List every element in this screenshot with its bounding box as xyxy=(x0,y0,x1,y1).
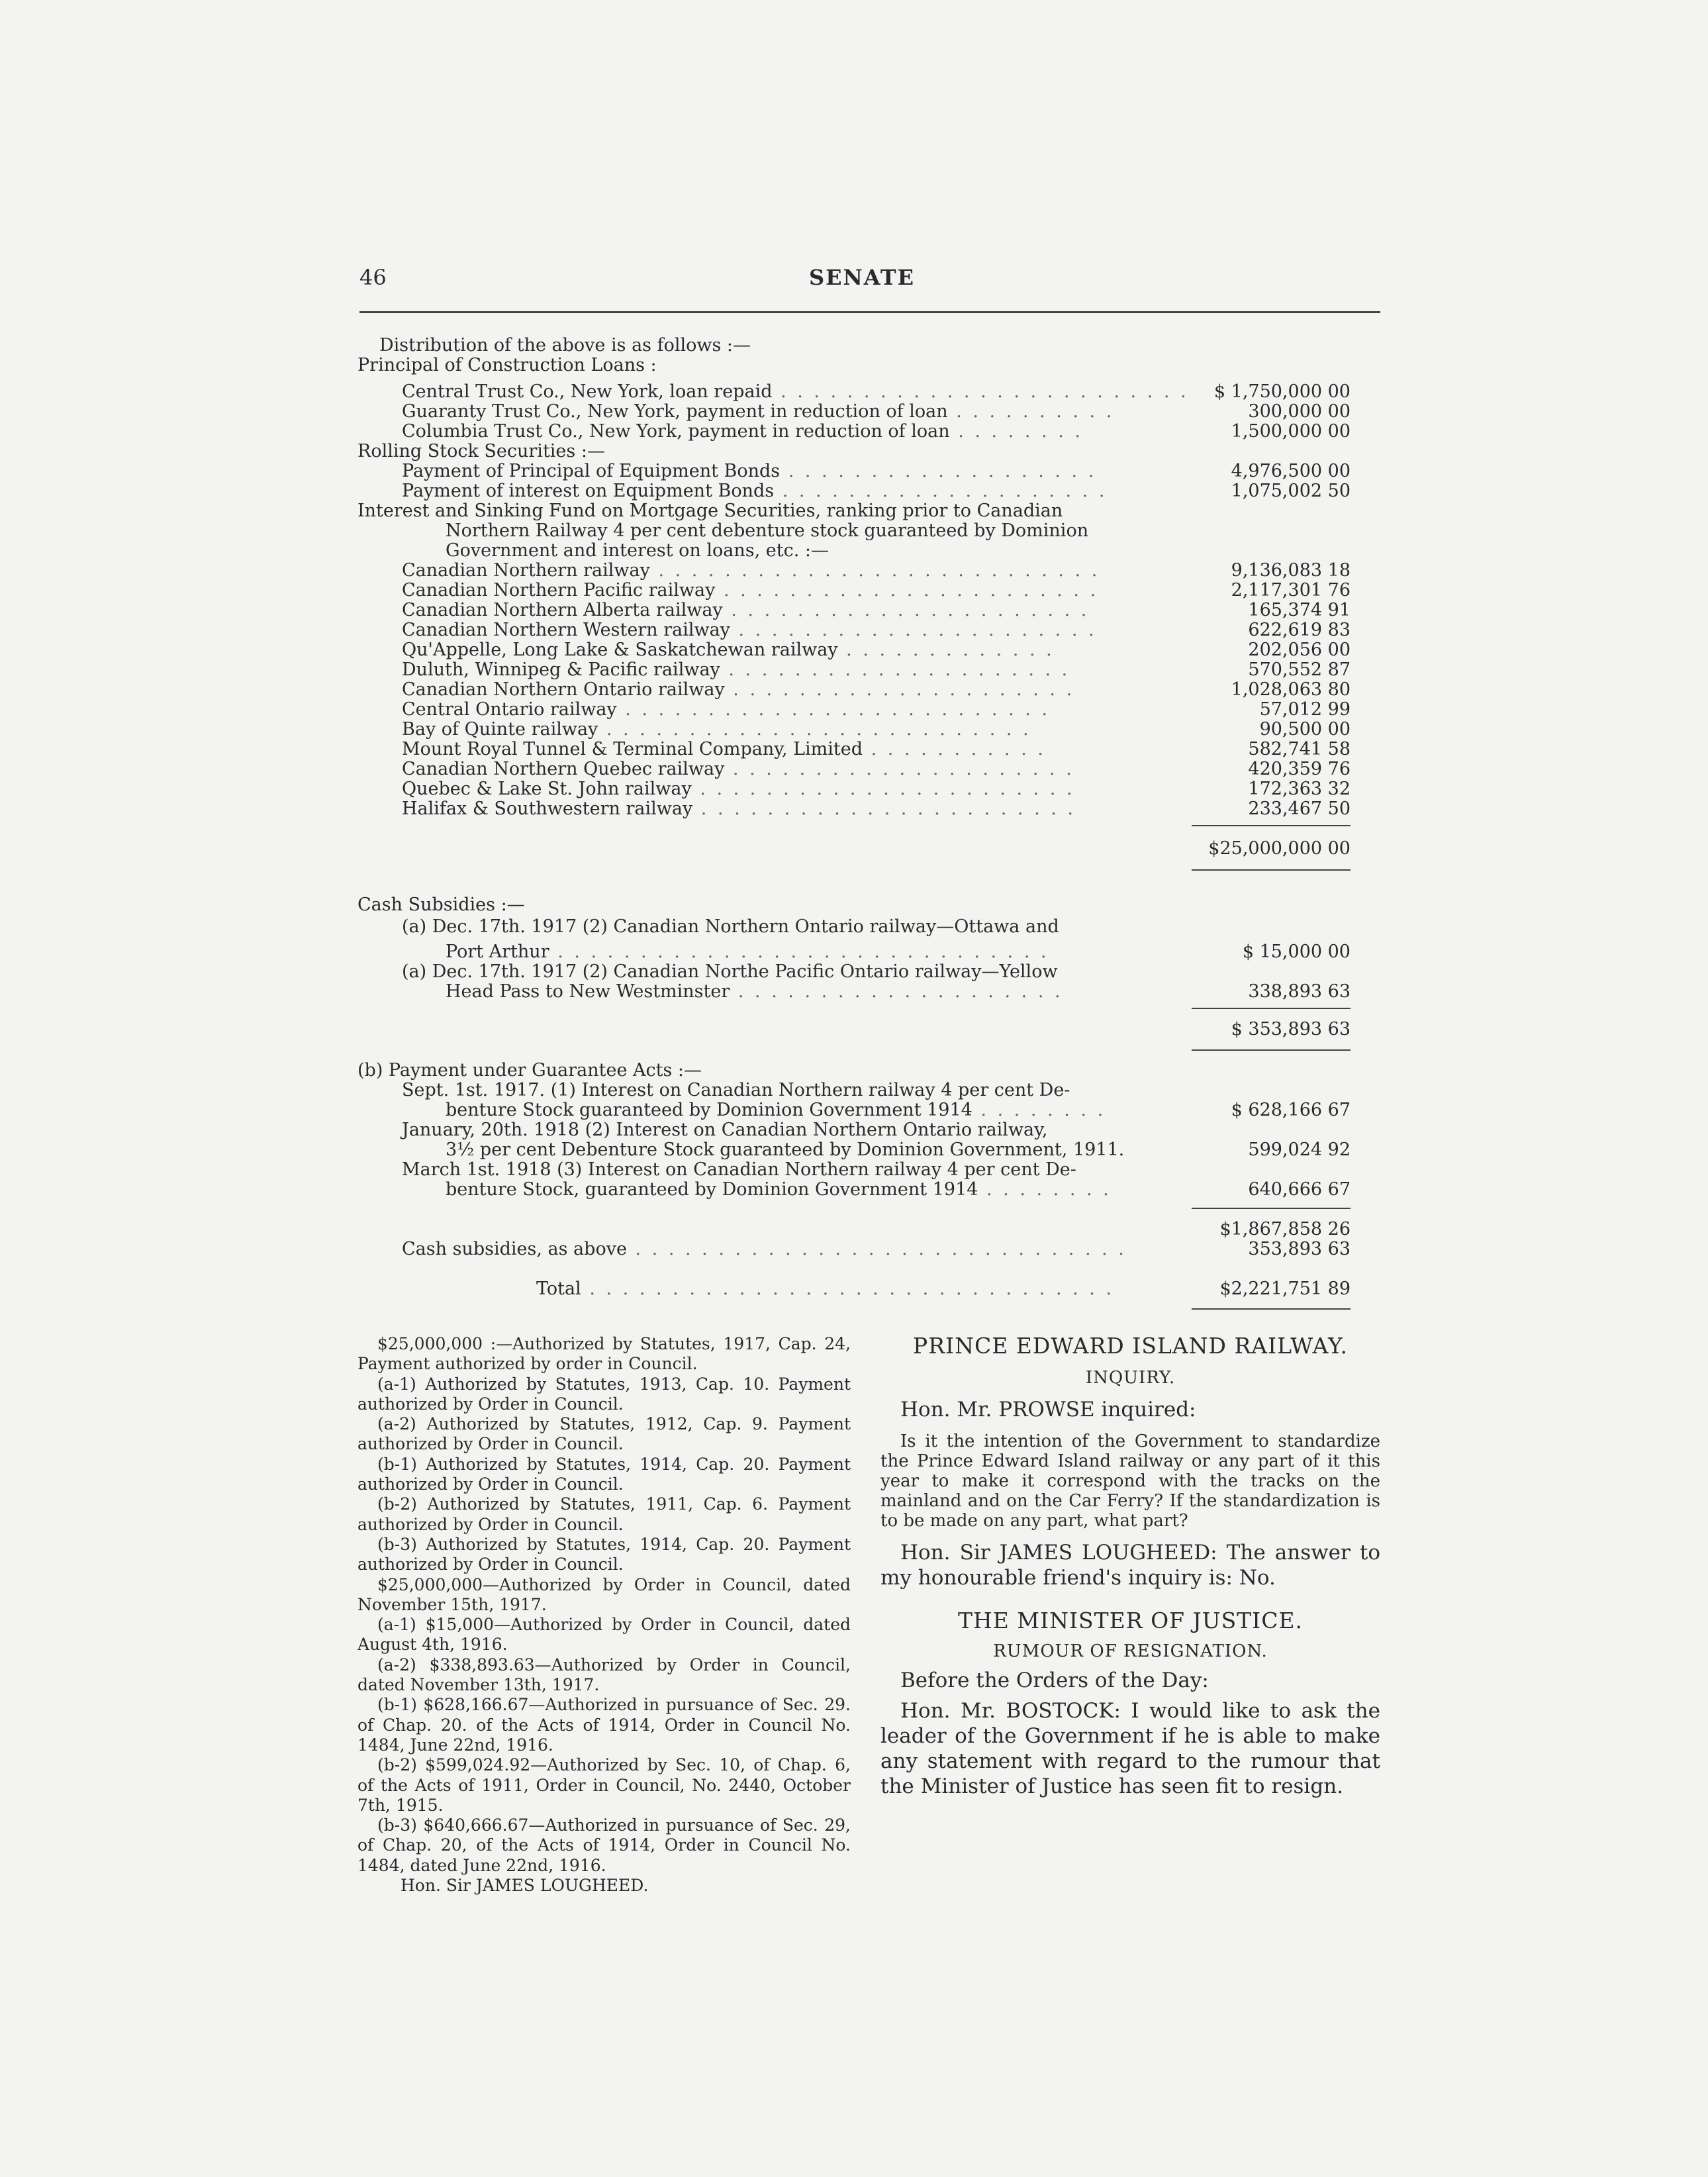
table-row-label: Qu'Appelle, Long Lake & Saskatchewan railway . . . . . . . . . . . . . xyxy=(402,640,1055,660)
header-rule xyxy=(359,311,1380,313)
subsidy-amount: $ 15,000 00 xyxy=(1242,942,1351,962)
table-row-label: Duluth, Winnipeg & Pacific railway . . . . . . . . . . . . . . . . . . . . . xyxy=(402,659,1070,680)
table-row-amount: 90,500 00 xyxy=(1259,719,1351,740)
subsidy-line: Head Pass to New Westminster . . . . . . . . . . . . . . . . . . . . xyxy=(446,981,1063,1002)
section-heading: THE MINISTER OF JUSTICE. xyxy=(957,1608,1304,1633)
grand-total-label: Total . . . . . . . . . . . . . . . . . . . . . . . . . . . . . . . . xyxy=(536,1279,1115,1299)
subtotal-rule xyxy=(1192,825,1351,826)
cash-subsidies-total: $ 353,893 63 xyxy=(1231,1019,1351,1040)
interest-heading: Interest and Sinking Fund on Mortgage Securities, ranking prior to Canadian xyxy=(357,501,1063,521)
right-column xyxy=(880,1333,1380,1799)
table-row-amount: 420,359 76 xyxy=(1248,759,1351,779)
running-title: SENATE xyxy=(809,265,916,290)
guarantee-heading: (b) Payment under Guarantee Acts :— xyxy=(357,1060,702,1081)
table-row-amount: 202,056 00 xyxy=(1248,640,1351,660)
table-row-label: Canadian Northern Ontario railway . . . . . . . . . . . . . . . . . . . . . xyxy=(402,679,1075,700)
table-row-amount: 57,012 99 xyxy=(1259,699,1351,720)
subsidy-line: (a) Dec. 17th. 1917 (2) Canadian Northe Pacific Ontario railway—Yellow xyxy=(402,961,1058,982)
rolling-heading: Rolling Stock Securities :— xyxy=(357,441,605,461)
subsidy-line: Port Arthur . . . . . . . . . . . . . . . . . . . . . . . . . . . . . . xyxy=(446,942,1049,962)
footnote: (b-1) $628,166.67—Authorized in pursuance of Sec. 29. of Chap. 20. of the Acts of 1914, Order in Council No. 1484, June 22nd, 1916. xyxy=(357,1695,851,1755)
table-row-label: Halifax & Southwestern railway . . . . . . . . . . . . . . . . . . . . . . . xyxy=(402,798,1076,819)
footnote: (b-1) Authorized by Statutes, 1914, Cap. 20. Payment authorized by Order in Council. xyxy=(357,1454,851,1494)
table-row-amount: 582,741 58 xyxy=(1248,739,1351,759)
section-subheading: INQUIRY. xyxy=(1085,1368,1176,1388)
guarantee-line: benture Stock guaranteed by Dominion Government 1914 . . . . . . . . xyxy=(446,1100,1106,1120)
table-row-label: Payment of Principal of Equipment Bonds . . . . . . . . . . . . . . . . . . . xyxy=(402,461,1097,481)
footnote: (b-3) Authorized by Statutes, 1914, Cap. 20. Payment authorized by Order in Council. xyxy=(357,1534,851,1574)
distribution-total: $25,000,000 00 xyxy=(1208,838,1351,859)
inquiry-question: Is it the intention of the Government to standardize the Prince Edward Island railway or any part of it this year to make it correspond with the tracks on the mainland and on the Car Ferry? If the standardization is to be made on any part, what part? xyxy=(880,1431,1380,1531)
table-row-amount: 233,467 50 xyxy=(1248,798,1351,819)
guarantee-amount: 599,024 92 xyxy=(1248,1139,1351,1160)
cash-subsidies-line: Cash subsidies, as above . . . . . . . . . . . . . . . . . . . . . . . . . . . . . . xyxy=(402,1239,1127,1259)
table-row-amount: 2,117,301 76 xyxy=(1231,580,1351,601)
guarantee-line: 3½ per cent Debenture Stock guaranteed by Dominion Government, 1911. xyxy=(446,1139,1125,1160)
table-row-label: Columbia Trust Co., New York, payment in reduction of loan . . . . . . . . xyxy=(402,421,1083,442)
footnote: (b-2) $599,024.92—Authorized by Sec. 10, of Chap. 6, of the Acts of 1911, Order in Council, No. 2440, October 7th, 1915. xyxy=(357,1755,851,1815)
table-row-amount: 1,500,000 00 xyxy=(1231,421,1351,442)
section-subheading: RUMOUR OF RESIGNATION. xyxy=(993,1641,1268,1661)
table-row-amount: 570,552 87 xyxy=(1248,659,1351,680)
guarantee-amount: 640,666 67 xyxy=(1248,1179,1351,1200)
table-row-label: Bay of Quinte railway . . . . . . . . . . . . . . . . . . . . . . . . . . xyxy=(402,719,1031,740)
table-row-amount: 165,374 91 xyxy=(1248,600,1351,620)
table-row-amount: 4,976,500 00 xyxy=(1231,461,1351,481)
page-number: 46 xyxy=(359,265,387,290)
table-row-amount: 622,619 83 xyxy=(1248,620,1351,640)
table-row-amount: 9,136,083 18 xyxy=(1231,560,1351,581)
cash-subsidies-heading: Cash Subsidies :— xyxy=(357,895,525,915)
guarantee-line: March 1st. 1918 (3) Interest on Canadian Northern railway 4 per cent De- xyxy=(402,1159,1076,1180)
guarantee-line: benture Stock, guaranteed by Dominion Government 1914 . . . . . . . . xyxy=(446,1179,1112,1200)
orders-line: Before the Orders of the Day: xyxy=(900,1669,1209,1692)
footnote: $25,000,000—Authorized by Order in Council, dated November 15th, 1917. xyxy=(357,1574,851,1614)
distribution-intro: Distribution of the above is as follows :— xyxy=(379,335,751,356)
interest-heading: Government and interest on loans, etc. :— xyxy=(446,540,829,561)
guarantee-line: Sept. 1st. 1917. (1) Interest on Canadian Northern railway 4 per cent De- xyxy=(402,1080,1070,1100)
table-row-label: Quebec & Lake St. John railway . . . . . . . . . . . . . . . . . . . . . . . xyxy=(402,779,1075,799)
table-row-label: Payment of interest on Equipment Bonds . . . . . . . . . . . . . . . . . . . . xyxy=(402,481,1108,501)
footnote: (a-2) $338,893.63—Authorized by Order in Council, dated November 13th, 1917. xyxy=(357,1655,851,1695)
total-rule xyxy=(1192,869,1351,871)
footnote: (a-1) $15,000—Authorized by Order in Council, dated August 4th, 1916. xyxy=(357,1615,851,1655)
table-row-label: Canadian Northern Pacific railway . . . . . . . . . . . . . . . . . . . . . . . xyxy=(402,580,1099,601)
footnote: (b-2) Authorized by Statutes, 1911, Cap. 6. Payment authorized by Order in Council. xyxy=(357,1494,851,1534)
footnote-signature: Hon. Sir JAMES LOUGHEED. xyxy=(401,1876,649,1896)
footnote: (b-3) $640,666.67—Authorized in pursuance of Sec. 29, of Chap. 20, of the Acts of 1914, Order in Council No. 1484, dated June 22nd, 1916. xyxy=(357,1815,851,1875)
table-row-amount: 172,363 32 xyxy=(1248,779,1351,799)
answer: Hon. Sir JAMES LOUGHEED: The answer to my honourable friend's inquiry is: No. xyxy=(880,1541,1380,1590)
guarantee-line: January, 20th. 1918 (2) Interest on Canadian Northern Ontario railway, xyxy=(402,1120,1048,1140)
principal-heading: Principal of Construction Loans : xyxy=(357,355,657,375)
bostock-speech: Hon. Mr. BOSTOCK: I would like to ask the leader of the Government if he is able to make any statement with regard to the rumour that the Minister of Justice has seen fit to resign. xyxy=(880,1699,1380,1798)
table-row-amount: 1,075,002 50 xyxy=(1231,481,1351,501)
subsidy-line: (a) Dec. 17th. 1917 (2) Canadian Northern Ontario railway—Ottawa and xyxy=(402,916,1059,937)
speaker-line: Hon. Mr. PROWSE inquired: xyxy=(900,1398,1196,1422)
cash-subsidies-amount: 353,893 63 xyxy=(1248,1239,1351,1259)
table-row-label: Central Trust Co., New York, loan repaid . . . . . . . . . . . . . . . . . . . . . . . . . xyxy=(402,381,1189,402)
footnote: $25,000,000 :—Authorized by Statutes, 1917, Cap. 24, Payment authorized by order in Council. xyxy=(357,1334,851,1374)
guarantee-amount: $ 628,166 67 xyxy=(1231,1100,1351,1120)
table-row-label: Canadian Northern Alberta railway . . . . . . . . . . . . . . . . . . . . . . xyxy=(402,600,1090,620)
table-row-amount: 1,028,063 80 xyxy=(1231,679,1351,700)
table-row-label: Mount Royal Tunnel & Terminal Company, Limited . . . . . . . . . . . xyxy=(402,739,1046,759)
subtotal-rule xyxy=(1192,1008,1351,1009)
total-rule xyxy=(1192,1049,1351,1051)
section-heading: PRINCE EDWARD ISLAND RAILWAY. xyxy=(913,1333,1348,1359)
subsidy-amount: 338,893 63 xyxy=(1248,981,1351,1002)
table-row-label: Guaranty Trust Co., New York, payment in reduction of loan . . . . . . . . . . xyxy=(402,401,1115,422)
subtotal-rule xyxy=(1192,1208,1351,1209)
table-row-label: Central Ontario railway . . . . . . . . . . . . . . . . . . . . . . . . . . xyxy=(402,699,1050,720)
total-rule xyxy=(1192,1308,1351,1310)
footnote: (a-1) Authorized by Statutes, 1913, Cap. 10. Payment authorized by Order in Council. xyxy=(357,1374,851,1414)
guarantee-subtotal: $1,867,858 26 xyxy=(1219,1219,1351,1239)
table-row-amount: $ 1,750,000 00 xyxy=(1213,381,1351,402)
table-row-label: Canadian Northern Western railway . . . . . . . . . . . . . . . . . . . . . . xyxy=(402,620,1097,640)
table-row-label: Canadian Northern Quebec railway . . . . . . . . . . . . . . . . . . . . . xyxy=(402,759,1074,779)
interest-heading: Northern Railway 4 per cent debenture stock guaranteed by Dominion xyxy=(446,520,1089,541)
table-row-amount: 300,000 00 xyxy=(1248,401,1351,422)
grand-total-amount: $2,221,751 89 xyxy=(1219,1279,1351,1299)
table-row-label: Canadian Northern railway . . . . . . . . . . . . . . . . . . . . . . . . . . . xyxy=(402,560,1100,581)
footnotes xyxy=(357,1334,851,1896)
footnote: (a-2) Authorized by Statutes, 1912, Cap. 9. Payment authorized by Order in Council. xyxy=(357,1414,851,1454)
